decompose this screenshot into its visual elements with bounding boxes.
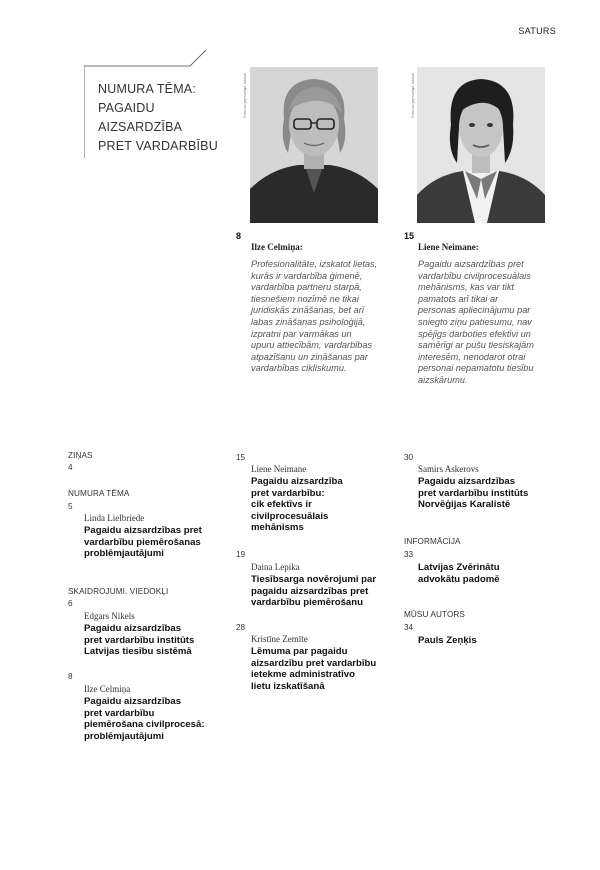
quote-line: vardarbības cikliskumu.: [251, 363, 347, 374]
feature-author: Liene Neimane:: [418, 242, 479, 252]
quote-line: tiesnešiem nozīmē ne tikai: [251, 293, 359, 304]
quote-line: vardarbība partneru starpā,: [251, 282, 362, 293]
quote-line: sniegto ziņu patiesumu, nav: [418, 316, 532, 327]
quote-line: samērīgi ar pušu tiesiskajām: [418, 340, 534, 351]
toc-entry-title[interactable]: Pagaidu aizsardzības pret vardarbību piemērošanas problēmjautājumi: [84, 525, 202, 559]
theme-title: [98, 80, 238, 156]
toc-author: Daina Lepika: [251, 562, 300, 572]
quote-line: kurās ir vardarbība ģimenē,: [251, 270, 363, 281]
toc-page-number: 34: [404, 623, 414, 632]
quote-line: juridiskās zināšanas, bet arī: [251, 305, 364, 316]
toc-page-number: 33: [404, 550, 414, 559]
toc-entry-title[interactable]: Pauls Zeņķis: [418, 635, 477, 646]
quote-line: spējīgs darboties efektīvi un: [418, 328, 531, 339]
author-photo-ilze: [250, 67, 378, 223]
quote-line: mehānisms, kas var tikt: [418, 282, 514, 293]
quote-line: Profesionalitāte, izskatot lietas,: [251, 259, 378, 269]
toc-entry-title[interactable]: Lēmuma par pagaidu aizsardzību pret vardarbību ietekme administratīvo lietu izskatīšanā: [251, 646, 377, 692]
toc-author: Kristīne Zemīte: [251, 634, 308, 644]
quote-line: aizskārumu.: [418, 374, 468, 385]
photo-credit: Foto no personīga arhīva: [410, 73, 415, 118]
theme-line: PRET VARDARBĪBU: [98, 139, 218, 153]
toc-section-label: INFORMĀCIJA: [404, 537, 461, 546]
quote-line: Pagaidu aizsardzības pret: [418, 259, 524, 269]
toc-page-number: 28: [236, 623, 246, 632]
toc-page-number: 5: [68, 502, 73, 511]
quote-line: vardarbību civilprocesuālais: [418, 270, 531, 281]
quote-line: upuru attiecībām, vardarbības: [251, 340, 373, 351]
theme-line: AIZSARDZĪBA: [98, 120, 183, 134]
toc-page-number: 19: [236, 550, 246, 559]
toc-author: Liene Neimane: [251, 464, 307, 474]
toc-page-number: 8: [68, 672, 73, 681]
toc-author: Edgars Nikels: [84, 611, 135, 621]
toc-page-number: 30: [404, 453, 414, 462]
quote-line: atpazīšanu un zināšanas par: [251, 351, 368, 362]
toc-entry-title[interactable]: Pagaidu aizsardzības pret vardarbību institūts Latvijas tiesību sistēmā: [84, 623, 195, 657]
feature-author: Ilze Celmiņa:: [251, 242, 303, 252]
quote-line: personai nepamatotu tiesību: [418, 363, 534, 374]
quote-line: pamatots arī tikai ar: [418, 293, 499, 304]
quote-line: izpratni par varmākas un: [251, 328, 352, 339]
toc-section-label: ZIŅAS: [68, 451, 93, 460]
toc-page-number: 6: [68, 599, 73, 608]
quote-line: labas zināšanas psiholoģijā,: [251, 316, 366, 327]
toc-entry-title[interactable]: Tiesībsarga novērojumi par pagaidu aizsardzības pret vardarbību piemērošanu: [251, 574, 377, 608]
toc-author: Ilze Celmiņa: [84, 684, 131, 694]
section-header: SATURS: [518, 26, 556, 36]
theme-line: NUMURA TĒMA:: [98, 82, 197, 96]
quote-line: personas apliecinājumu par: [418, 305, 531, 316]
toc-entry-title[interactable]: Pagaidu aizsardzības pret vardarbību institūts Norvēģijas Karalistē: [418, 476, 529, 510]
toc-section-label: NUMURA TĒMA: [68, 489, 130, 498]
toc-page-number: 15: [236, 453, 246, 462]
feature-page-number: 15: [404, 231, 415, 241]
photo-credit: Foto no personīga arhīva: [242, 73, 247, 118]
feature-quote: [251, 259, 401, 375]
toc-author: Samirs Askerovs: [418, 464, 479, 474]
toc-entry-title[interactable]: Pagaidu aizsardzības pret vardarbību piemērošana civilprocesā: problēmjautājumi: [84, 696, 205, 742]
toc-entry-title[interactable]: Latvijas Zvērinātu advokātu padomē: [418, 562, 500, 585]
quote-line: interesēm, nenodarot otrai: [418, 351, 526, 362]
toc-section-label: SKAIDROJUMI. VIEDOKĻI: [68, 587, 169, 596]
author-photo-liene: [417, 67, 545, 223]
toc-entry-title[interactable]: Pagaidu aizsardzība pret vardarbību: cik efektīvs ir civilprocesuālais mehānisms: [251, 476, 343, 533]
toc-page-number: 4: [68, 463, 73, 472]
theme-line: PAGAIDU: [98, 101, 155, 115]
toc-section-label: MŪSU AUTORS: [404, 610, 465, 619]
toc-author: Linda Lielbriede: [84, 513, 145, 523]
feature-quote: [418, 259, 568, 387]
feature-page-number: 8: [236, 231, 242, 241]
